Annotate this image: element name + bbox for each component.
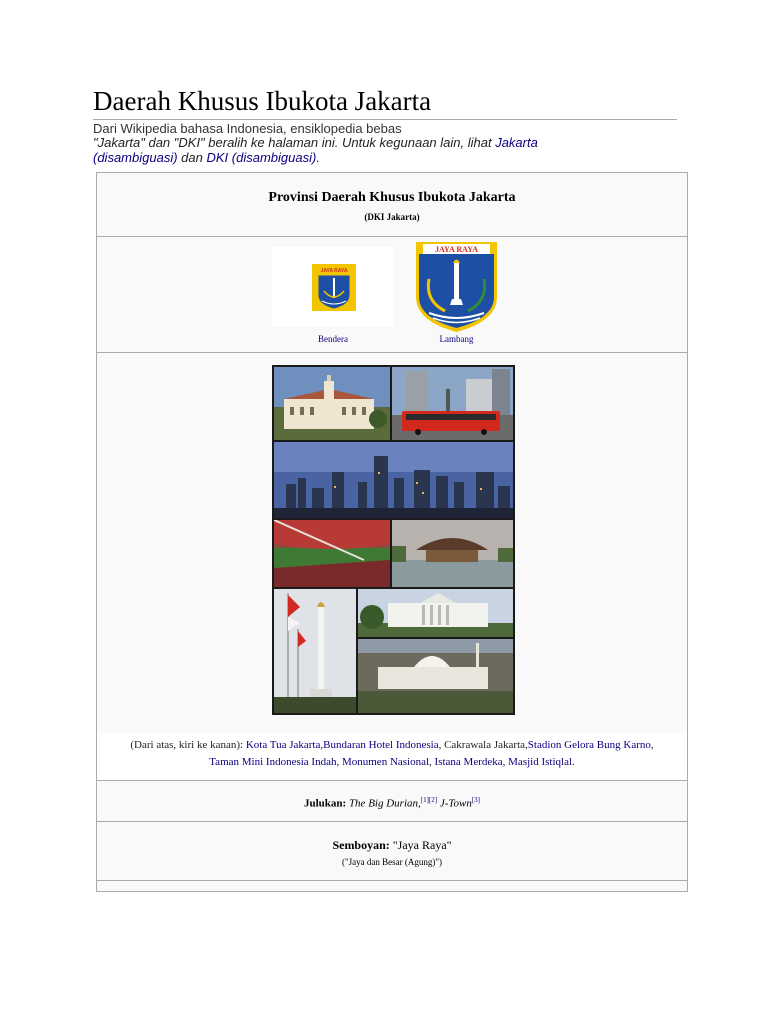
nickname-ref-2[interactable]: [3] — [471, 796, 480, 804]
photo-stadion-gbk — [274, 520, 390, 587]
caption-text: , — [650, 739, 654, 751]
photo-masjid-istiqlal — [358, 639, 513, 713]
infobox-motto-row — [97, 821, 687, 881]
photo-stadion-gbk-graphic — [274, 520, 390, 587]
flag-graphic — [272, 247, 394, 327]
infobox-title-row — [97, 173, 687, 237]
photo-istana-merdeka — [358, 589, 513, 637]
infobox-subtitle: (DKI Jakarta) — [364, 212, 420, 222]
caption-link[interactable]: Masjid Istiqlal — [508, 756, 573, 768]
photo-kota-tua — [274, 367, 390, 440]
nickname-value-2: J-Town — [439, 797, 472, 810]
caption-text: , — [336, 756, 342, 768]
city-collage-image[interactable] — [272, 365, 515, 715]
infobox-nickname-row — [97, 780, 687, 822]
emblem-graphic — [415, 241, 498, 333]
photo-bundaran-hi — [392, 367, 513, 440]
flag-banner-text: JAYA RAYA — [320, 268, 348, 274]
motto-translation: ("Jaya dan Besar (Agung)") — [341, 857, 443, 867]
photo-istana-merdeka-graphic — [358, 589, 513, 637]
caption-text: . — [572, 756, 575, 768]
photo-tmii-graphic — [392, 520, 513, 587]
nickname-ref-1[interactable]: [1][2] — [420, 796, 438, 804]
motto-label: Semboyan: — [332, 838, 390, 852]
page-title: Daerah Khusus Ibukota Jakarta — [93, 84, 677, 120]
hatnote — [93, 135, 573, 165]
caption-text: , — [429, 756, 435, 768]
caption-text: , — [320, 739, 324, 751]
photo-bundaran-hi-graphic — [392, 367, 513, 440]
motto — [97, 838, 687, 853]
photo-masjid-istiqlal-graphic — [358, 639, 513, 713]
collage-caption-text — [122, 737, 662, 771]
hatnote-text: "Jakarta" dan "DKI" beralih ke halaman ini. Untuk kegunaan lain, lihat — [93, 135, 492, 150]
emblem-banner-text: JAYA RAYA — [434, 245, 479, 254]
nickname: Julukan: The Big Durian,[1][2] J-Town[3] — [303, 796, 480, 810]
photo-monas — [274, 589, 356, 713]
infobox-symbols-row — [97, 236, 687, 353]
caption-link[interactable]: Kota Tua Jakarta — [245, 739, 321, 751]
caption-link[interactable]: Stadion Gelora Bung Karno — [527, 739, 651, 751]
caption-prefix: (Dari atas, kiri ke kanan): — [130, 739, 246, 751]
nickname-label: Julukan: — [303, 797, 347, 810]
hatnote-suffix: . — [316, 150, 320, 165]
motto-value: "Jaya Raya" — [392, 838, 452, 852]
collage-caption — [97, 733, 687, 781]
caption-link[interactable]: Taman Mini Indonesia Indah — [209, 756, 337, 768]
caption-link[interactable]: Istana Merdeka — [434, 756, 503, 768]
caption-items — [209, 739, 653, 768]
caption-text: , — [502, 756, 509, 768]
photo-tmii — [392, 520, 513, 587]
link-dki-disambiguasi[interactable]: DKI (disambiguasi) — [206, 150, 317, 165]
nickname-value-1: The Big Durian — [348, 797, 418, 810]
infobox-title: Provinsi Daerah Khusus Ibukota Jakarta — [268, 190, 516, 205]
photo-skyline — [274, 442, 513, 518]
emblem-image[interactable] — [415, 241, 498, 333]
link-jakarta-disambiguasi[interactable]: Jakarta (disambiguasi) — [93, 135, 538, 165]
photo-monas-graphic — [274, 589, 356, 713]
infobox — [96, 172, 688, 892]
flag-image[interactable] — [272, 247, 394, 327]
photo-skyline-graphic — [274, 442, 513, 518]
caption-text: , Cakrawala Jakarta, — [438, 739, 528, 751]
caption-link[interactable]: Bundaran Hotel Indonesia — [323, 739, 439, 751]
site-subtitle: Dari Wikipedia bahasa Indonesia, ensiklopedia bebas — [93, 121, 402, 136]
photo-kota-tua-graphic — [274, 367, 390, 440]
flag-caption[interactable]: Bendera — [318, 334, 348, 344]
hatnote-middle: dan — [181, 150, 203, 165]
caption-link[interactable]: Monumen Nasional — [341, 756, 430, 768]
emblem-caption[interactable]: Lambang — [439, 334, 474, 344]
